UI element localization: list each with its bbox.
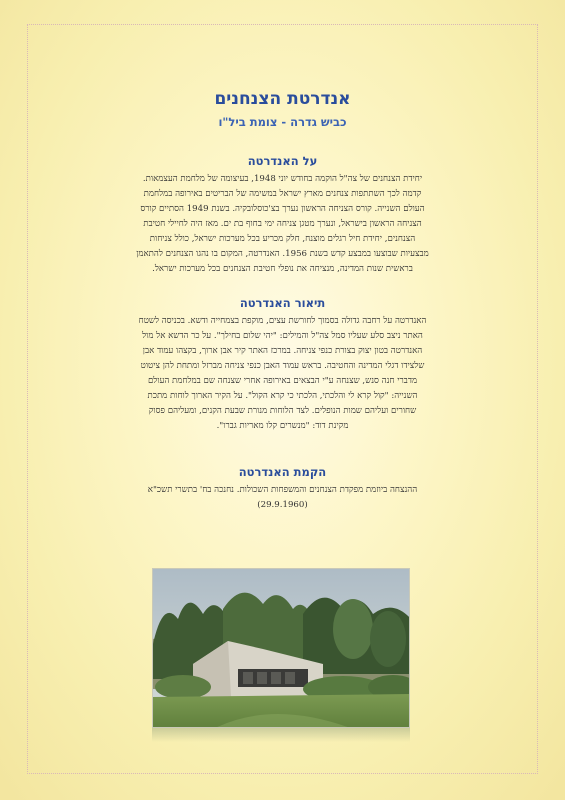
section-body-about: [60, 172, 505, 277]
section-heading-establishment: הקמת האנדרטה: [238, 465, 327, 479]
text-line: מדברי חנה סנש, שצנחה ע"י הבצאים באירופה אחרי שצנחה שם במלחמת העולם: [147, 376, 418, 386]
memorial-photo: [152, 568, 410, 728]
text-line: השנייה: "קול קרא לי והלכתי, הלכתי כי קרא הקול". על הקיר הארוך לוחות מתכת: [147, 391, 418, 401]
text-line: האנדרטה בטון יצוק בצורת כנפי צניחה. במרכז האתר קיר אבן ארוך, בקצהו עמוד אבן: [142, 346, 423, 356]
text-line: יחידת הצנחנים של צה"ל הוקמה בחודש יוני 1948, בעיצומה של מלחמת העצמאות.: [142, 174, 423, 184]
text-line: בראשית שנות המדינה, מנציחה את נופלי חטיבת הצנחנים בכל מערכות ישראל.: [152, 264, 413, 274]
text-line: שחורים ועליהם שמות הנופלים. לצד הלוחות מנורת שבעת הקנים, ומעליהם פסוק: [148, 406, 417, 416]
section-body-description: [60, 314, 505, 434]
section-heading-description: תיאור האנדרטה: [239, 296, 326, 310]
text-line: העולם השנייה. קורס הצניחה הראשון נערך בצ'כוסלובקיה. בשנת 1949 הסתיים קורס: [140, 204, 425, 214]
page-title: אנדרטת הצנחנים: [214, 89, 351, 109]
text-line: קדמה לכך השתתפות צנחנים מארץ ישראל במשימה של הבריטים באירופה במלחמת: [143, 189, 422, 199]
text-line: האנדרטה על רחבה גדולה בסמוך לחורשת עצים, מוקפת בצמחייה ודשא. בכניסה לשטח: [138, 316, 427, 326]
page-subtitle: כביש גדרה - צומת ביל"ו: [218, 115, 347, 129]
memorial-photo-frame: [152, 568, 410, 740]
document-content: [60, 88, 505, 513]
text-line: מבצעיות שבוצעו במבצע קדש בשנת 1956. האנדרטה, המקום בו נהגו הצנחנים להתאמן: [136, 249, 429, 259]
text-line: שלצידו דגלי המדינה והחטיבה. בראש עמוד האבן כנפי צניחה מברזל ומתחת להן ציטוט: [140, 361, 425, 371]
section-establishment: [60, 464, 505, 513]
text-line: (29.9.1960): [257, 500, 308, 510]
section-heading-about: על האנדרטה: [247, 154, 318, 168]
text-line: האתר ניצב סלע שעליו סמל צה"ל והמילים: "יהי שלום בחילך". על כר הדשא אל מול: [142, 331, 423, 341]
text-line: הצניחה הראשון בישראל, ונערך מטגן צניחה ימי בחוף בת ים. מאז היה לחיילי חטיבת: [143, 219, 422, 229]
photo-reflection: [152, 728, 410, 742]
text-line: מקינת דוד: "מנשרים קלו מאריות גברו".: [216, 421, 349, 431]
section-description: [60, 295, 505, 434]
section-about: [60, 153, 505, 277]
text-line: ההנצחה ביוזמת מפקדת הצנחנים והמשפחות השכולות. נחנכה בח' בתשרי תשכ"א: [147, 485, 418, 495]
memorial-photo-image: [153, 569, 410, 728]
text-line: הצנחנים, יחידת חיל רגלים מוצנח, חלק מכריע בכל מערכות ישראל, כולל צניחות: [149, 234, 416, 244]
section-body-establishment: [60, 483, 505, 513]
